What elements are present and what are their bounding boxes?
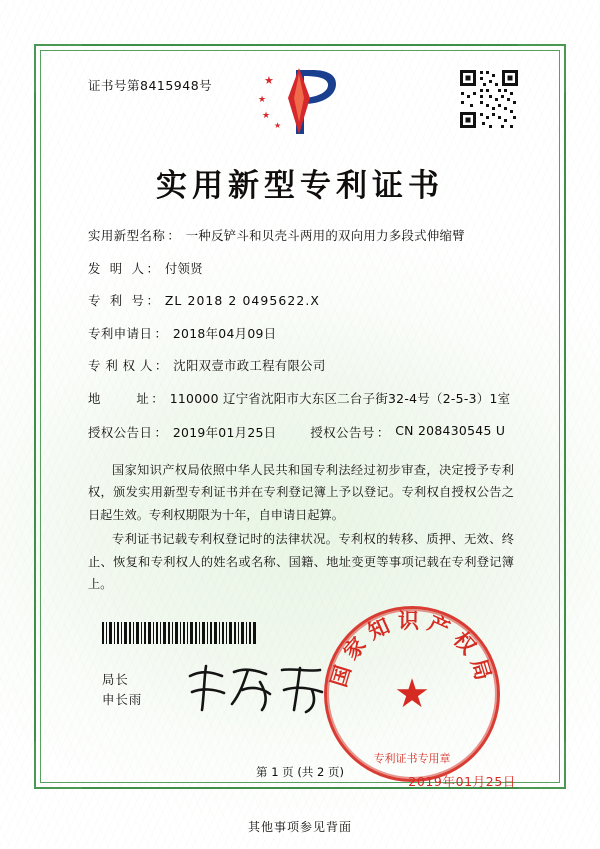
- field-colon: ：: [154, 325, 167, 341]
- cnipa-emblem-icon: [252, 64, 348, 138]
- field-colon: ：: [376, 424, 390, 440]
- director-name: 申长雨: [102, 691, 143, 707]
- field-label: 发 明 人: [88, 260, 145, 276]
- statement-paragraph-2: 专利证书记载专利权登记时的法律状况。专利权的转移、质押、无效、终止、恢复和专利权人的姓名或名称、国籍、地址变更等事项记载在专利登记簿上。: [88, 532, 514, 592]
- field-utility-model-name: [88, 227, 516, 246]
- field-address: [88, 390, 516, 409]
- field-value: 110000 辽宁省沈阳市大东区二台子街32-4号（2-5-3）1室: [169, 391, 511, 407]
- field-colon: ：: [146, 293, 159, 309]
- svg-text:★: ★: [274, 121, 282, 130]
- field-application-date: [88, 325, 516, 344]
- field-colon: ：: [146, 260, 159, 276]
- field-value: 2018年04月09日: [172, 325, 277, 341]
- field-value: CN 208430545 U: [395, 422, 506, 438]
- field-inventor: [88, 260, 516, 279]
- svg-text:国家知识产权局: 国家知识产权局: [326, 609, 498, 690]
- page-indicator: 第 1 页 (共 2 页): [256, 765, 344, 780]
- field-label: 专 利 号: [88, 293, 145, 309]
- seal-bottom-text: 专利证书专用章: [373, 752, 451, 766]
- field-value: 沈阳双壹市政工程有限公司: [173, 358, 326, 374]
- official-red-seal: [324, 606, 500, 782]
- field-label: 实用新型名称: [88, 228, 166, 243]
- director-handwritten-signature-icon: [182, 660, 332, 718]
- certificate-footer-area: [66, 609, 534, 790]
- footnote: 其他事项参见背面: [247, 820, 352, 834]
- field-label: 地 址: [88, 391, 150, 407]
- certificate-title: 实用新型专利证书: [156, 168, 444, 204]
- field-patent-number: [88, 292, 516, 311]
- field-value: 付领贤: [164, 260, 203, 276]
- certificate-header: [66, 68, 534, 154]
- field-value: 一种反铲斗和贝壳斗两用的双向用力多段式伸缩臂: [185, 228, 465, 243]
- certificate-fields: [66, 227, 534, 441]
- qr-code: [458, 68, 520, 130]
- director-signature-block: [102, 670, 142, 710]
- seal-date: 2019年01月25日: [408, 774, 516, 790]
- field-value: ZL 2018 2 0495622.X: [164, 293, 320, 309]
- field-grant-number: [310, 423, 505, 441]
- svg-text:★: ★: [258, 95, 267, 105]
- field-colon: ：: [154, 424, 167, 440]
- certificate-number: 证书号第8415948号: [88, 78, 213, 93]
- svg-text:★: ★: [264, 74, 274, 87]
- seal-star-icon: ★: [394, 671, 430, 718]
- certificate-content: [40, 50, 560, 790]
- field-label: 授权公告号: [310, 424, 375, 440]
- field-grant-date: [88, 423, 276, 441]
- barcode: [102, 622, 258, 644]
- field-colon: ：: [151, 391, 164, 407]
- statement-paragraph-1: 国家知识产权局依照中华人民共和国专利法经过初步审查，决定授予专利权，颁发实用新型专利证书并在专利登记簿上予以登记。专利权自授权公告之日起生效。专利权期限为十年，自申请日起算。: [88, 462, 514, 522]
- certificate-statement: [66, 453, 534, 596]
- field-colon: ：: [167, 228, 180, 243]
- field-grant-announcement-row: [88, 423, 516, 441]
- field-colon: ：: [154, 358, 168, 374]
- field-label: 专利申请日: [88, 325, 153, 341]
- field-value: 2019年01月25日: [172, 424, 277, 440]
- field-label: 授权公告日: [88, 424, 153, 440]
- svg-text:★: ★: [262, 111, 271, 121]
- field-patentee: [88, 357, 516, 376]
- field-label: 专 利 权 人: [88, 358, 153, 374]
- director-label: 局长: [102, 672, 129, 688]
